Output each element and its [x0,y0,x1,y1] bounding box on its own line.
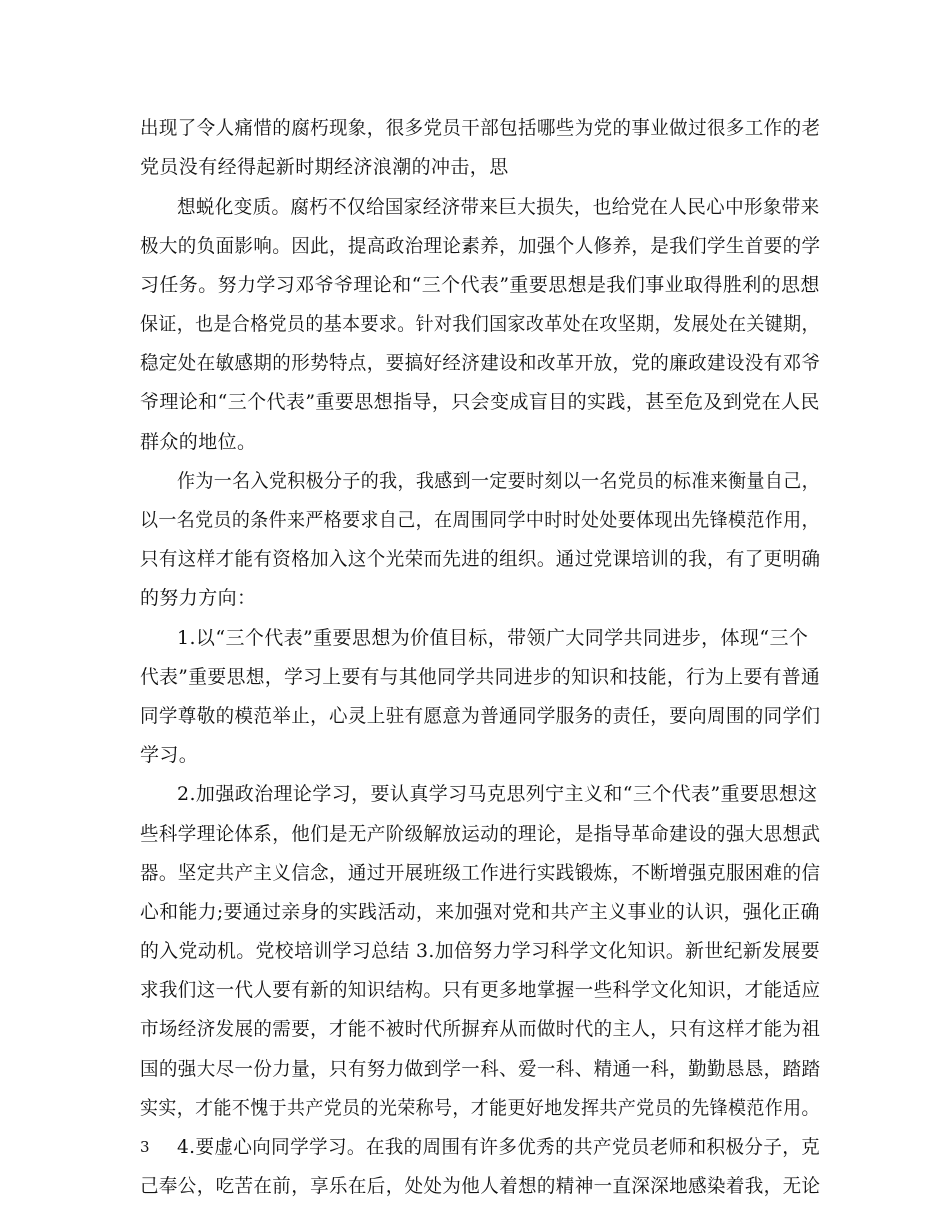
text-line: 群众的地位。 [140,431,257,453]
text-line: 己奉公，吃苦在前，享乐在后，处处为他人着想的精神一直深深地感染着我，无论 [140,1175,821,1197]
text-line: 代表”重要思想，学习上要有与其他同学共同进步的知识和技能，行为上要有普通 [140,666,821,688]
text-line: 市场经济发展的需要，才能不被时代所摒弃从而做时代的主人，只有这样才能为祖 [140,1018,821,1040]
text-line: 出现了令人痛惜的腐朽现象，很多党员干部包括哪些为党的事业做过很多工作的老 [140,117,821,139]
text-line: 的努力方向： [140,587,257,609]
text-line: 保证，也是合格党员的基本要求。针对我们国家改革处在攻坚期，发展处在关键期， [140,313,820,335]
text-line: 学习。 [140,744,199,766]
text-line: 求我们这一代人要有新的知识结构。只有更多地掌握一些科学文化知识，才能适应 [140,979,821,1001]
text-line: 想蜕化变质。腐朽不仅给国家经济带来巨大损失，也给党在人民心中形象带来 [177,196,820,218]
text-line: 以一名党员的条件来严格要求自己，在周围同学中时时处处要体现出先锋模范作用， [140,509,820,531]
text-line: 习任务。努力学习邓爷爷理论和“三个代表”重要思想是我们事业取得胜利的思想 [140,274,820,296]
text-line: 器。坚定共产主义信念，通过开展班级工作进行实践锻炼，不断增强克服困难的信 [140,862,821,884]
text-line: 只有这样才能有资格加入这个光荣而先进的组织。通过党课培训的我，有了更明确 [140,548,821,570]
text-line: 国的强大尽一份力量，只有努力做到学一科、爱一科、精通一科，勤勤恳恳，踏踏 [140,1058,821,1080]
text-line: 1.以“三个代表”重要思想为价值目标，带领广大同学共同进步，体现“三个 [177,627,809,649]
text-line: 实实，才能不愧于共产党员的光荣称号，才能更好地发挥共产党员的先锋模范作用。 [140,1097,820,1119]
page-number: 3 [140,1138,150,1156]
text-line: 作为一名入党积极分子的我，我感到一定要时刻以一名党员的标准来衡量自己， [177,470,821,492]
text-line: 2.加强政治理论学习，要认真学习马克思列宁主义和“三个代表”重要思想这 [177,783,818,805]
text-line: 的入党动机。党校培训学习总结 3.加倍努力学习科学文化知识。新世纪新发展要 [140,940,820,962]
text-line: 极大的负面影响。因此，提高政治理论素养，加强个人修养，是我们学生首要的学 [140,235,821,257]
text-line: 4.要虚心向同学学习。在我的周围有许多优秀的共产党员老师和积极分子，克 [177,1136,821,1158]
text-line: 党员没有经得起新时期经济浪潮的冲击，思 [140,156,509,178]
text-line: 同学尊敬的模范举止，心灵上驻有愿意为普通同学服务的责任，要向周围的同学们 [140,705,821,727]
text-line: 些科学理论体系，他们是无产阶级解放运动的理论，是指导革命建设的强大思想武 [140,823,821,845]
text-line: 稳定处在敏感期的形势特点，要搞好经济建设和改革开放，党的廉政建设没有邓爷 [140,352,821,374]
text-line: 心和能力;要通过亲身的实践活动，来加强对党和共产主义事业的认识，强化正确 [140,901,820,923]
text-line: 爷理论和“三个代表”重要思想指导，只会变成盲目的实践，甚至危及到党在人民 [140,391,820,413]
